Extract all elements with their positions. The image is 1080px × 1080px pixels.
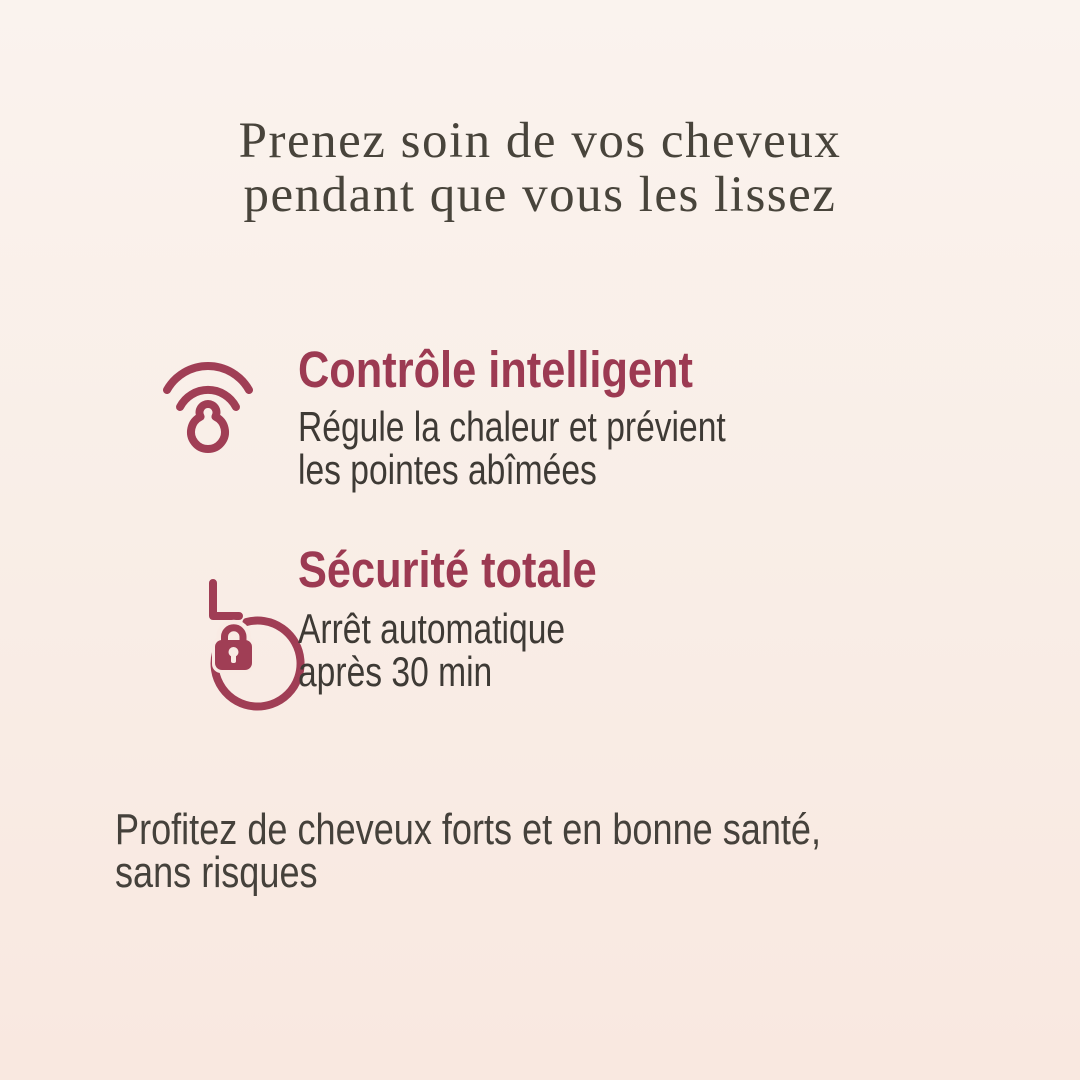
- feature-description-line: après 30 min: [298, 648, 493, 695]
- closing-text-line-1: Profitez de cheveux forts et en bonne santé,: [115, 805, 822, 854]
- feature-heading-total-safety: Sécurité totale: [298, 541, 597, 598]
- timer-lock-icon: [155, 553, 255, 673]
- feature-description-total-safety: [298, 607, 565, 693]
- title-line-1: Prenez soin de vos cheveux: [238, 113, 842, 169]
- feature-description-line: Régule la chaleur et prévient: [298, 403, 726, 450]
- feature-heading-smart-control: Contrôle intelligent: [298, 341, 693, 398]
- title-line-2: pendant que vous les lissez: [243, 167, 837, 223]
- feature-description-line: les pointes abîmées: [298, 446, 597, 493]
- closing-text: [115, 805, 822, 897]
- closing-text-line-2: sans risques: [115, 848, 318, 897]
- feature-description-line: Arrêt automatique: [298, 605, 566, 652]
- smart-control-icon: [162, 360, 250, 452]
- page-title: [0, 114, 1080, 222]
- feature-description-smart-control: [298, 405, 726, 491]
